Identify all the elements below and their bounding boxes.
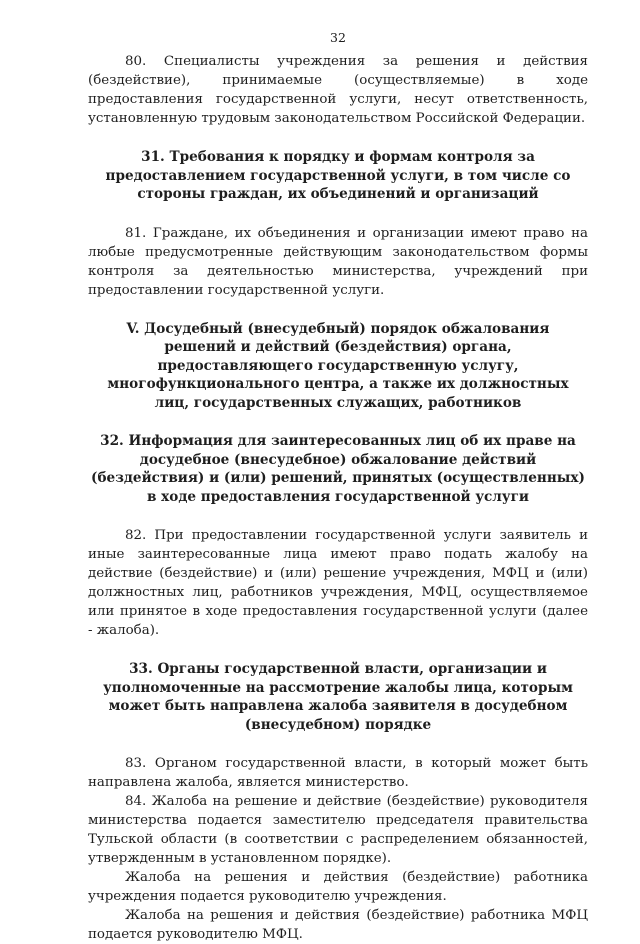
paragraph-complaint-mfc: Жалоба на решения и действия (бездействие) работника МФЦ подается руководителю МФЦ. (88, 908, 588, 942)
paragraph-83: 83. Органом государственной власти, в который может быть направлена жалоба, является министерство. (88, 756, 588, 790)
section-heading-31: 31. Требования к порядку и формам контроля за предоставлением государственной услуги, в том числе со стороны граждан, их объединений и организаций (105, 149, 571, 202)
paragraph-80: 80. Специалисты учреждения за решения и действия (бездействие), принимаемые (осуществляемые) в ходе предоставления государственной услуги, несут ответственность, установленную трудовым законодательством Российской Федерации. (88, 54, 588, 126)
page-number: 32 (330, 30, 346, 45)
paragraph-84: 84. Жалоба на решение и действие (бездействие) руководителя министерства подается заместителю председателя правительства Тульской области (в соответствии с распределением обязанностей, утвержденным в установленном порядке). (88, 794, 588, 866)
chapter-heading-v: V. Досудебный (внесудебный) порядок обжалования решений и действий (бездействия) органа, предоставляющего государственную услугу, многофункционального центра, а также их должностных лиц, государственных служащих, работников (107, 320, 569, 411)
section-heading-33: 33. Органы государственной власти, организации и уполномоченные на рассмотрение жалобы лица, которым может быть направлена жалоба заявителя в досудебном (внесудебном) порядке (103, 661, 573, 733)
paragraph-81: 81. Граждане, их объединения и организации имеют право на любые предусмотренные действующим законодательством формы контроля за деятельностью министерства, учреждений при предоставлении государственной услуги. (88, 225, 588, 298)
paragraph-82: 82. При предоставлении государственной услуги заявитель и иные заинтересованные лица имеют право подать жалобу на действие (бездействие) и (или) решение учреждения, МФЦ и (или) должностных лиц, работников учреждения, МФЦ, осуществляемое или принятое в ходе предоставления государственной услуги (далее - жалоба). (88, 528, 588, 638)
section-heading-32: 32. Информация для заинтересованных лиц об их праве на досудебное (внесудебное) обжалование действий (бездействия) и (или) решений, принятых (осуществленных) в ходе предоставления государственной услуги (91, 433, 585, 505)
paragraph-complaint-employee: Жалоба на решения и действия (бездействие) работника учреждения подается руководителю учреждения. (88, 870, 588, 904)
